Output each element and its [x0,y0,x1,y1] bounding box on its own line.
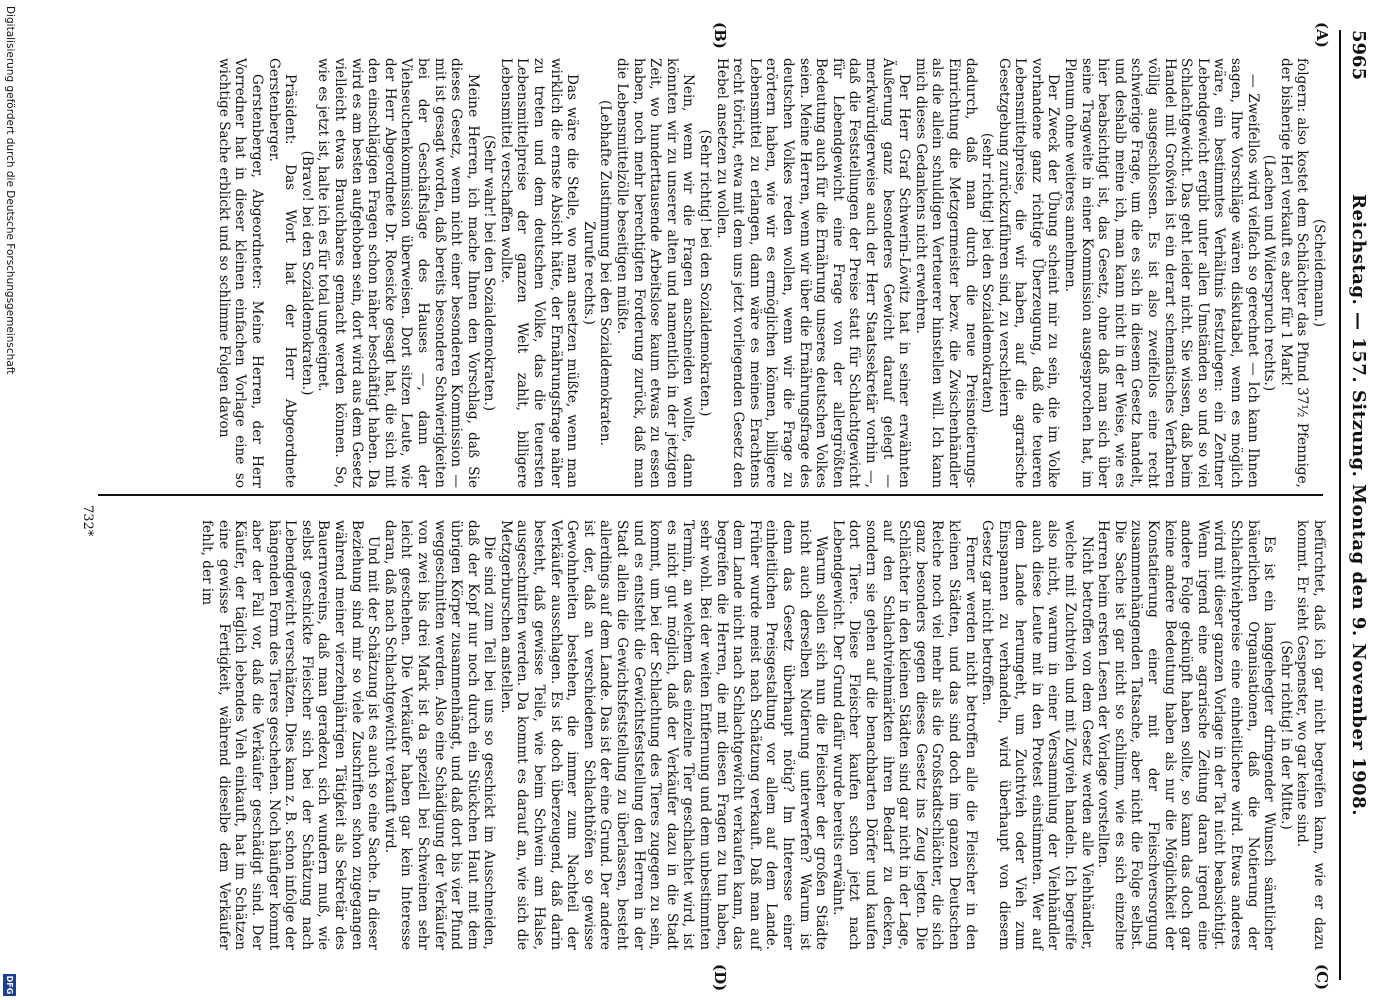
margin-mark-a: (A) [1313,22,1331,48]
column-divider [98,494,1323,496]
paragraph: (sehr richtig! bei den Sozialdemokraten) [979,132,996,414]
page-number-top: 5965 [1348,30,1369,81]
paragraph: Warum sollen sich nun die Fleischer der großen Städte nicht auch derselben Notierung unterwerfen? Warum ist denn das Gesetz überhaupt nötig? Im Interesse einer einheitlichen Preisgestaltung vor allem auf dem Lande. Früher wurde meist nach Schätzung verkauft. Daß man auf dem Lande nicht nach Schlachtgewicht verkaufen kann, das begreifen die Herren, die mit diesen Fragen zu tun haben, sehr wohl. Bei der weiten Entfernung und dem unbestimmten Termin, an welchem das einzelne Tier geschlachtet wird, ist es nicht gut möglich, daß der Verkäufer dazu in die Stadt kommt, um bei der Schlachtung des Tieres zugegen zu sein, und es entsteht die Gewichtsfeststellung den Herren in der Stadt allein die Gewichtsfeststellung zu überlassen, besteht allerdings auf dem Lande. Das ist der eine Grund. Der andere ist der, daß an verschiedenen Schlachthöfen so gewisse Gewohnheiten bestehen, die immer zum Nachteil der Verkäufer ausschlagen. Es ist doch überzeugend, daß darin besteht, daß gewisse Teile, wie beim Schwein am Halse, ausgeschnitten werden. Da kommt es darauf an, wie sich die Metzgerburschen anstellen. [497,520,830,950]
paragraph: (Lachen und Widerspruch rechts.) [1261,154,1278,392]
paragraph: folgern: also kostet dem Schlächter das Pfund 37½ Pfennige, der bisherige Herl verkauft es aber für 1 Mark! [1277,58,1311,488]
left-text-column [215,58,1327,488]
paragraph: befürchtet, daß ich gar nicht begreifen kann, wie er dazu kommt. Er sieht Gespenster, wo gar keine sind. [1294,520,1327,950]
header-rule [1339,30,1341,980]
paragraph: (Scheidemann.) [1311,218,1327,328]
paragraph: Der Zweck der Übung scheint mir zu sein, die im Volke vorhandene ganz richtige Überzeugung, daß die teueren Lebensmittelpreise, die wir haben, auf die agrarische Gesetzgebung zurückzuführen sind, zu verschleiern [995,58,1062,488]
paragraph: (Lebhafte Zustimmung bei den Sozialdemokraten. [597,99,614,447]
page-header [1337,30,1377,980]
paragraph: (Bravo! bei den Sozialdemokraten.) [298,150,315,396]
paragraph: Und mit der Schätzung ist es auch so eine Sache. In dieser Beziehung sind mir so viele Zuschriften schon zugegangen während meiner vierzehnjährigen Tätigkeit als Sekretär des Bauernvereins, daß man geradezu sich wundern muß, wie selbst geschickte Fleischer sich bei der Schätzung nach Lebendgewicht verschätzen. Dies kann z. B. schon infolge der hängenden Form des Tieres geschehen. Noch häufiger kommt aber der Fall vor, daß die Verkäufer geschädigt sind. Der Käufer, der täglich lebendes Vieh einkauft, hat im Schätzen eine gewisse Fertigkeit, während dieselbe dem Verkäufer fehlt, der im [199,520,382,950]
paragraph: dadurch, daß man durch die neue Preisnotierungs-Einrichtung die Metzgermeister bezw. die Zwischenhändler als die allein schuldigen Verteuerer hinstellen will. Ich kann mich dieses Gedankens nicht erwehren. [912,58,979,488]
paragraph: (Sehr wahr! bei den Sozialdemokraten.) [481,134,498,412]
paragraph: Meine Herren, ich mache Ihnen den Vorschlag, daß Sie dieses Gesetz, wenn nicht einer besonderen Kommission — mit ist gesagt worden, daß bereits besondere Schwierigkeiten bei der Geschäftslage des Hauses —, dann der Viehseuchenkommission überweisen. Dort sitzen Leute, wie der Herr Abgeordnete Dr. Roesicke gesagt hat, die sich mit den einschlägigen Fragen schon näher beschäftigt haben. Da wird es am besten aufgehoben sein, dort wird aus dem Gesetz vielleicht etwas Brauchbares gemacht werden können. So, wie es jetzt ist, halte ich es für total ungeeignet. [315,58,481,488]
paragraph: Nicht betroffen von dem Gesetz werden alle Viehhändler, welche mit Zuchtvieh und mit Zugvieh handeln. Ich begreife also nicht, warum in einer Versammlung der Viehhändler auch diese Leute mit in den Protest einstimmten. Wer auf dem Lande herumgeht, um Zuchtvieh oder Vieh zum Einspannen zu verhandeln, wird überhaupt von diesem Gesetz gar nicht betroffen. [979,520,1095,950]
paragraph: Ferner werden nicht betroffen alle die Fleischer in den kleinen Städten, und das sind doch im ganzen Deutschen Reiche noch viel mehr als die Großstadtschlächter, die sich ganz besonders gegen dieses Gesetz ins Zeug legten. Die Schlächter in den kleinen Städten sind gar nicht in der Lage, auf den Schlachtviehmärkten ihren Bedarf zu decken, sondern sie gehen auf die benachbarten Dörfer und kaufen dort Tiere. Diese Fleischer kaufen schon jetzt nach Lebendgewicht. Der Grund dafür wurde bereits erwähnt. [829,520,979,950]
paragraph: Der Herr Graf Schwerin-Löwitz hat in seiner erwähnten Äußerung ganz besonderes Gewicht darauf gelegt — merkwürdigerweise auch der Herr Staatssekretär vorhin —, daß die Feststellungen der Preise statt für Schlachtgewicht für Lebendgewicht eine Frage von der allergrößten Bedeutung auch für die Ernährung unseres deutschen Volkes seien. Meine Herren, wenn wir über die Ernährungsfrage des deutschen Volkes reden wollen, wenn wir die Frage zu erörtern haben, wie wir es ermöglichen können, billigere Lebensmittel zu erlangen, dann wäre es meines Erachtens recht töricht, etwa mit dem uns jetzt vorliegenden Gesetz den Hebel ansetzen zu wollen. [713,58,913,488]
paragraph: (Sehr richtig! bei den Sozialdemokraten.) [697,129,714,417]
paragraph: Das wäre die Stelle, wo man ansetzen müßte, wenn man wirklich die ernste Absicht hätte, der Ernährungsfrage näher zu treten und dem deutschen Volke, das die teuersten Lebensmittelpreise der ganzen Welt zahlt, billigere Lebensmittel verschaffen wollte. [497,58,581,488]
margin-mark-b: (B) [711,22,729,49]
margin-mark-d: (D) [711,964,729,992]
paragraph: Es ist ein langgehegter dringender Wunsch sämtlicher bäuerlichen Organisationen, daß die Notierung der Schlachtviehpreise eine einheitlichere wird. Etwas anderes wird mit dieser ganzen Vorlage in der Tat nicht beabsichtigt. Wenn irgend eine agrarische Zeitung daran irgend eine andere Folge geknüpft haben sollte, so kann das doch gar keine andere Bedeutung haben als nur die Möglichkeit der Konstatierung einer mit der Fleischversorgung zusammenhängenden Tatsache, aber nicht die Folge selbst. Die Sache ist gar nicht so schlimm, wie es sich einzelne Herren beim ersten Lesen der Vorlage vorstellten. [1095,520,1278,950]
paragraph: Nein, wenn wir die Fragen anschneiden wollte, dann könnten wir zu unserer alten und namentlich in der jetzigen Zeit, wo hunderttausende Arbeitslose kaum etwas zu essen haben, noch mehr berechtigten Forderung zurück, daß man die Lebensmittelzölle beseitigen müßte. [614,58,697,488]
paragraph: Präsident: Das Wort hat der Herr Abgeordnete Gerstenberger. [265,58,299,488]
right-text-column [199,520,1327,950]
credit-text: Digitalisierung gefördert durch die Deutsche Forschungsgemeinschaft [4,6,16,375]
dfg-logo-icon: DFG [5,975,14,995]
paragraph: (Sehr richtig! in der Mitte.) [1277,640,1294,830]
paragraph: Die sind zum Teil bei uns so geschickt im Ausschneiden, daß der Kopf nur noch durch ein Stückchen Haut mit dem übrigen Körper zusammenhängt, und daß dort bis vier Pfund weggeschnitten werden. Also eine Schädigung der Verkäufer von zwei bis drei Mark ist da speziell bei Schweinen sehr leicht geschehen. Die Verkäufer haben gar kein Interesse daran, daß nach Schlachtgewicht verkauft wird. [381,520,498,950]
margin-mark-c: (C) [1313,964,1331,991]
header-title: Reichstag. — 157. Sitzung. Montag den 9. November 1908. [1348,194,1369,816]
paragraph: Gerstenberger, Abgeordneter: Meine Herren, der Herr Vorredner hat in dieser kleinen einfachen Vorlage eine so wichtige Sache erblickt und so schlimme Folgen davon [215,58,265,488]
paragraph: — Zweifellos wird vielfach so gerechnet — Ich kann Ihnen sagen, Ihre Vorschläge wären diskutabel, wenn es möglich wäre, ein bestimmtes Verhältnis festzulegen: ein Zentner Lebendgewicht ergibt unter allen Umständen so und so viel Schlachtgewicht. Das geht leider nicht. Sie wissen, daß beim Handel mit Großvieh ist ein derart schematisches Verfahren völlig ausgeschlossen. Es ist also zweifellos eine recht schwierige Frage, um die es sich in diesem Gesetz handelt, und deshalb meine ich, man kann nicht in der Weise, wie es hier beabsichtigt ist, das Gesetz, ohne daß man sich über seine Tragweite in einer Kommission ausgesprochen hat, im Plenum ohne weiteres annehmen. [1062,58,1261,488]
page-number-bottom: 732* [80,505,95,537]
paragraph: Zurufe rechts.) [580,221,597,325]
digitization-credit [0,0,17,1000]
